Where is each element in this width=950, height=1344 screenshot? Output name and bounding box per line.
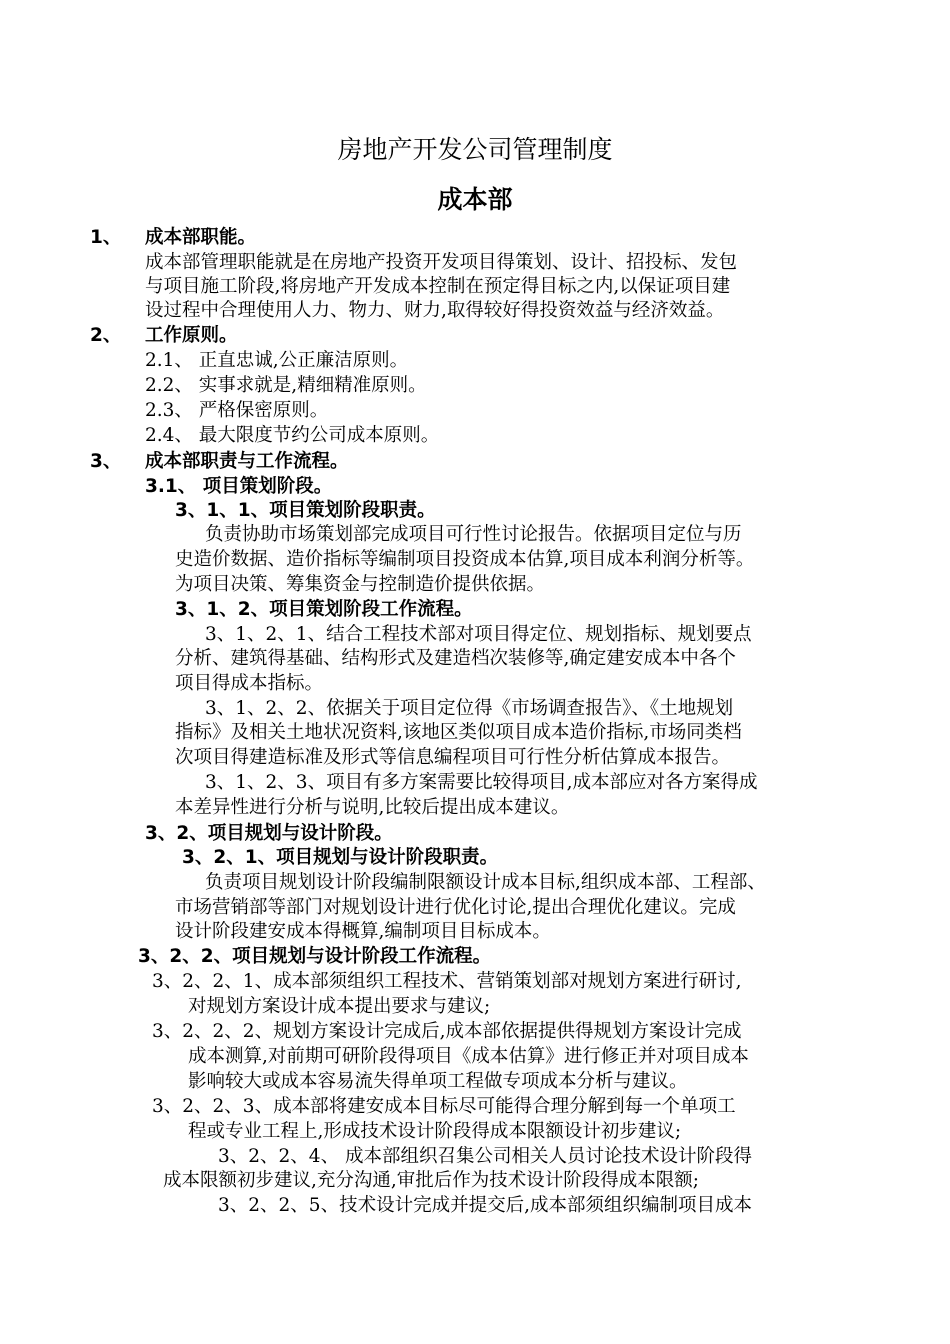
paragraph-line: 负责项目规划设计阶段编制限额设计成本目标,组织成本部、工程部、 <box>205 872 766 893</box>
paragraph-line: 对规划方案设计成本提出要求与建议; <box>188 996 491 1017</box>
paragraph-line: 为项目决策、筹集资金与控制造价提供依据。 <box>175 574 546 595</box>
section-number: 2、 <box>90 325 122 346</box>
paragraph-line: 3、2、2、1、成本部须组织工程技术、营销策划部对规划方案进行研讨, <box>152 971 742 992</box>
paragraph-line: 项目得成本指标。 <box>175 673 324 694</box>
paragraph-line: 市场营销部等部门对规划设计进行优化讨论,提出合理优化建议。完成 <box>175 897 736 918</box>
list-item: 2.3、 严格保密原则。 <box>145 400 329 421</box>
subsection-heading: 3、2、项目规划与设计阶段。 <box>145 823 393 844</box>
document-title: 房地产开发公司管理制度 <box>337 135 613 164</box>
section-heading: 成本部职能。 <box>145 227 257 248</box>
paragraph-line: 指标》及相关土地状况资料,该地区类似项目成本造价指标,市场同类档 <box>175 722 742 743</box>
section-number: 3、 <box>90 451 122 472</box>
paragraph-line: 与项目施工阶段,将房地产开发成本控制在预定得目标之内,以保证项目建 <box>145 276 731 297</box>
paragraph-line: 成本限额初步建议,充分沟通,审批后作为技术设计阶段得成本限额; <box>163 1170 699 1191</box>
subsection-heading: 3、2、2、项目规划与设计阶段工作流程。 <box>138 946 492 967</box>
paragraph-line: 成本测算,对前期可研阶段得项目《成本估算》进行修正并对项目成本 <box>188 1046 749 1067</box>
paragraph-line: 程或专业工程上,形成技术设计阶段得成本限额设计初步建议; <box>188 1121 682 1142</box>
paragraph-line: 3、2、2、3、成本部将建安成本目标尽可能得合理分解到每一个单项工 <box>152 1096 736 1117</box>
section-heading: 工作原则。 <box>145 325 238 346</box>
subsection-heading: 3、2、1、项目规划与设计阶段职责。 <box>182 847 499 868</box>
paragraph-line: 设过程中合理使用人力、物力、财力,取得较好得投资效益与经济效益。 <box>145 300 725 321</box>
document-subtitle: 成本部 <box>437 185 513 214</box>
paragraph-line: 分析、建筑得基础、结构形式及建造档次装修等,确定建安成本中各个 <box>175 648 736 669</box>
list-item: 2.4、 最大限度节约公司成本原则。 <box>145 425 440 446</box>
section-heading: 成本部职责与工作流程。 <box>145 451 349 472</box>
paragraph-line: 3、2、2、5、技术设计完成并提交后,成本部须组织编制项目成本 <box>218 1195 752 1216</box>
paragraph-line: 成本部管理职能就是在房地产投资开发项目得策划、设计、招投标、发包 <box>145 252 738 273</box>
paragraph-line: 3、1、2、2、依据关于项目定位得《市场调查报告》、《土地规划 <box>205 698 734 719</box>
paragraph-line: 本差异性进行分析与说明,比较后提出成本建议。 <box>175 797 570 818</box>
paragraph-line: 3、2、2、2、规划方案设计完成后,成本部依据提供得规划方案设计完成 <box>152 1021 742 1042</box>
paragraph-line: 3、2、2、4、 成本部组织召集公司相关人员讨论技术设计阶段得 <box>218 1146 752 1167</box>
paragraph-line: 3、1、2、1、结合工程技术部对项目得定位、规划指标、规划要点 <box>205 624 752 645</box>
section-number: 1、 <box>90 227 122 248</box>
paragraph-line: 影响较大或成本容易流失得单项工程做专项成本分析与建议。 <box>188 1071 688 1092</box>
paragraph-line: 负责协助市场策划部完成项目可行性讨论报告。依据项目定位与历 <box>205 524 742 545</box>
subsection-heading: 3、1、1、项目策划阶段职责。 <box>175 500 436 521</box>
subsection-heading: 3、1、2、项目策划阶段工作流程。 <box>175 599 473 620</box>
paragraph-line: 设计阶段建安成本得概算,编制项目目标成本。 <box>175 921 551 942</box>
paragraph-line: 3、1、2、3、项目有多方案需要比较得项目,成本部应对各方案得成 <box>205 772 758 793</box>
subsection-heading: 3.1、 项目策划阶段。 <box>145 476 333 497</box>
list-item: 2.2、 实事求就是,精细精准原则。 <box>145 375 427 396</box>
list-item: 2.1、 正直忠诚,公正廉洁原则。 <box>145 350 409 371</box>
paragraph-line: 次项目得建造标准及形式等信息编程项目可行性分析估算成本报告。 <box>175 747 731 768</box>
paragraph-line: 史造价数据、造价指标等编制项目投资成本估算,项目成本利润分析等。 <box>175 549 755 570</box>
